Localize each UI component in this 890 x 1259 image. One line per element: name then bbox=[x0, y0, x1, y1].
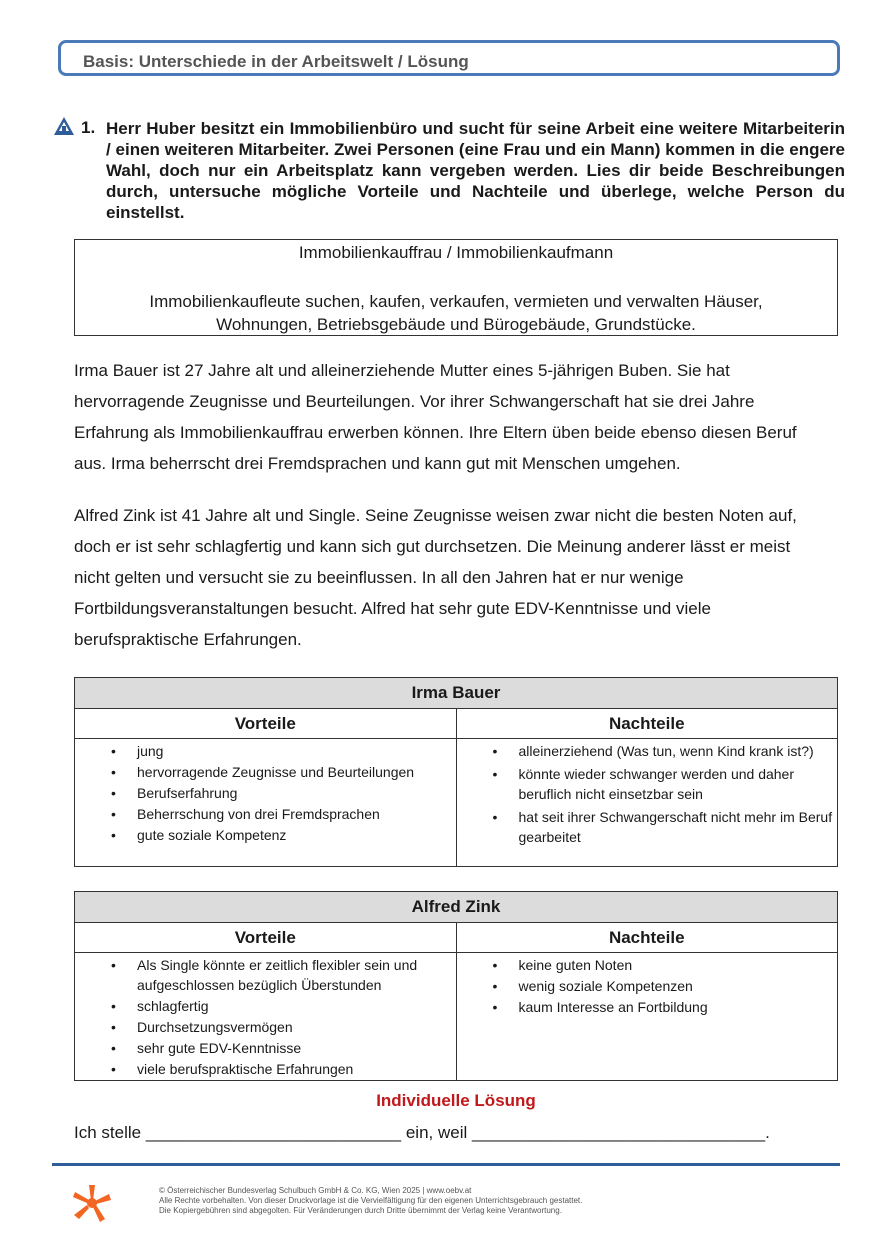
cons-cell bbox=[456, 739, 838, 867]
list-item: • sehr gute EDV-Kenntnisse bbox=[137, 1038, 456, 1058]
triangle-level-icon bbox=[53, 116, 75, 136]
copyright-notice bbox=[159, 1186, 582, 1216]
list-item: • Durchsetzungsvermögen bbox=[137, 1017, 456, 1037]
job-description: Immobilienkaufleute suchen, kaufen, verkaufen, vermieten und verwalten Häuser, Wohnungen, Betriebsgebäude und Bürogebäude, Grundstücke. bbox=[149, 292, 763, 334]
alfred-paragraph bbox=[74, 500, 844, 655]
task-number: 1. bbox=[81, 118, 96, 137]
column-header-pros: Vorteile bbox=[75, 709, 457, 739]
list-item: • hervorragende Zeugnisse und Beurteilungen bbox=[137, 762, 456, 782]
footer-line: © Österreichischer Bundesverlag Schulbuch GmbH & Co. KG, Wien 2025 | www.oebv.at bbox=[159, 1186, 472, 1195]
solution-label: Individuelle Lösung bbox=[376, 1091, 536, 1110]
sentence-prefix: Ich stelle bbox=[74, 1123, 142, 1142]
list-item: • Beherrschung von drei Fremdsprachen bbox=[137, 804, 456, 824]
list-item: • viele berufspraktische Erfahrungen bbox=[137, 1059, 456, 1079]
pros-cell bbox=[75, 953, 457, 1081]
task-instructions: Herr Huber besitzt ein Immobilienbüro und sucht für seine Arbeit eine weitere Mitarbeiterin / einen weiteren Mitarbeiter. Zwei Personen (eine Frau und ein Mann) kommen in die engere Wahl, doch nur ein Arbeitsplatz kann vergeben werden. Lies dir beide Beschreibungen durch, untersuche mögliche Vorteile und Nachteile und überlege, welche Person du einstellst. bbox=[106, 119, 845, 222]
column-header-cons: Nachteile bbox=[456, 923, 838, 953]
list-item: • wenig soziale Kompetenzen bbox=[519, 976, 838, 996]
list-item: • keine guten Noten bbox=[519, 955, 838, 975]
publisher-logo-icon bbox=[72, 1183, 112, 1223]
job-description-box bbox=[74, 239, 838, 336]
text-line: hervorragende Zeugnisse und Beurteilungen. Vor ihrer Schwangerschaft hat sie drei Jahre bbox=[74, 392, 755, 411]
table-person-name: Irma Bauer bbox=[75, 678, 838, 709]
answer-blank-reason[interactable]: _______________________________ bbox=[472, 1123, 766, 1142]
text-line: berufspraktische Erfahrungen. bbox=[74, 630, 302, 649]
fill-in-sentence bbox=[74, 1123, 770, 1143]
text-line: Irma Bauer ist 27 Jahre alt und alleinerziehende Mutter eines 5-jährigen Buben. Sie hat bbox=[74, 361, 730, 380]
text-line: Erfahrung als Immobilienkauffrau erwerben können. Ihre Eltern üben beide ebenso diesen Beruf bbox=[74, 423, 797, 442]
cons-cell bbox=[456, 953, 838, 1081]
text-line: Alfred Zink ist 41 Jahre alt und Single. Seine Zeugnisse weisen zwar nicht die besten Noten auf, bbox=[74, 506, 797, 525]
list-item: • jung bbox=[137, 741, 456, 761]
text-line: nicht gelten und versucht sie zu beeinflussen. In all den Jahren hat er nur wenige bbox=[74, 568, 684, 587]
text-line: doch er ist sehr schlagfertig und kann sich gut durchsetzen. Die Meinung anderer lässt er meist bbox=[74, 537, 791, 556]
header-box bbox=[58, 40, 840, 76]
answer-blank-person[interactable]: ___________________________ bbox=[145, 1123, 402, 1142]
sentence-suffix: . bbox=[765, 1123, 770, 1142]
list-item: • Als Single könnte er zeitlich flexibler sein und aufgeschlossen bezüglich Überstunden bbox=[137, 955, 456, 995]
table-person-name: Alfred Zink bbox=[75, 892, 838, 923]
sentence-middle: ein, weil bbox=[405, 1123, 468, 1142]
worksheet-title: Basis: Unterschiede in der Arbeitswelt / Lösung bbox=[83, 52, 469, 71]
list-item: • alleinerziehend (Was tun, wenn Kind krank ist?) bbox=[519, 741, 838, 761]
list-item: • gute soziale Kompetenz bbox=[137, 825, 456, 845]
alfred-evaluation-table bbox=[74, 891, 838, 1081]
text-line: Fortbildungsveranstaltungen besucht. Alfred hat sehr gute EDV-Kenntnisse und viele bbox=[74, 599, 711, 618]
pros-cell bbox=[75, 739, 457, 867]
text-line: aus. Irma beherrscht drei Fremdsprachen und kann gut mit Menschen umgehen. bbox=[74, 454, 681, 473]
list-item: • könnte wieder schwanger werden und daher beruflich nicht einsetzbar sein bbox=[519, 764, 838, 804]
job-title: Immobilienkauffrau / Immobilienkaufmann bbox=[298, 243, 614, 262]
column-header-cons: Nachteile bbox=[456, 709, 838, 739]
list-item: • Berufserfahrung bbox=[137, 783, 456, 803]
footer-line: Die Kopiergebühren sind abgegolten. Für Veränderungen durch Dritte übernimmt der Verlag keine Verantwortung. bbox=[159, 1206, 562, 1215]
column-header-pros: Vorteile bbox=[75, 923, 457, 953]
footer-line: Alle Rechte vorbehalten. Von dieser Druckvorlage ist die Vervielfältigung für den eigenen Unterrichtsgebrauch gestattet. bbox=[159, 1196, 583, 1205]
list-item: • kaum Interesse an Fortbildung bbox=[519, 997, 838, 1017]
footer-divider bbox=[52, 1163, 840, 1166]
irma-paragraph bbox=[74, 355, 844, 479]
list-item: • hat seit ihrer Schwangerschaft nicht mehr im Beruf gearbeitet bbox=[519, 807, 838, 847]
list-item: • schlagfertig bbox=[137, 996, 456, 1016]
irma-evaluation-table bbox=[74, 677, 838, 867]
